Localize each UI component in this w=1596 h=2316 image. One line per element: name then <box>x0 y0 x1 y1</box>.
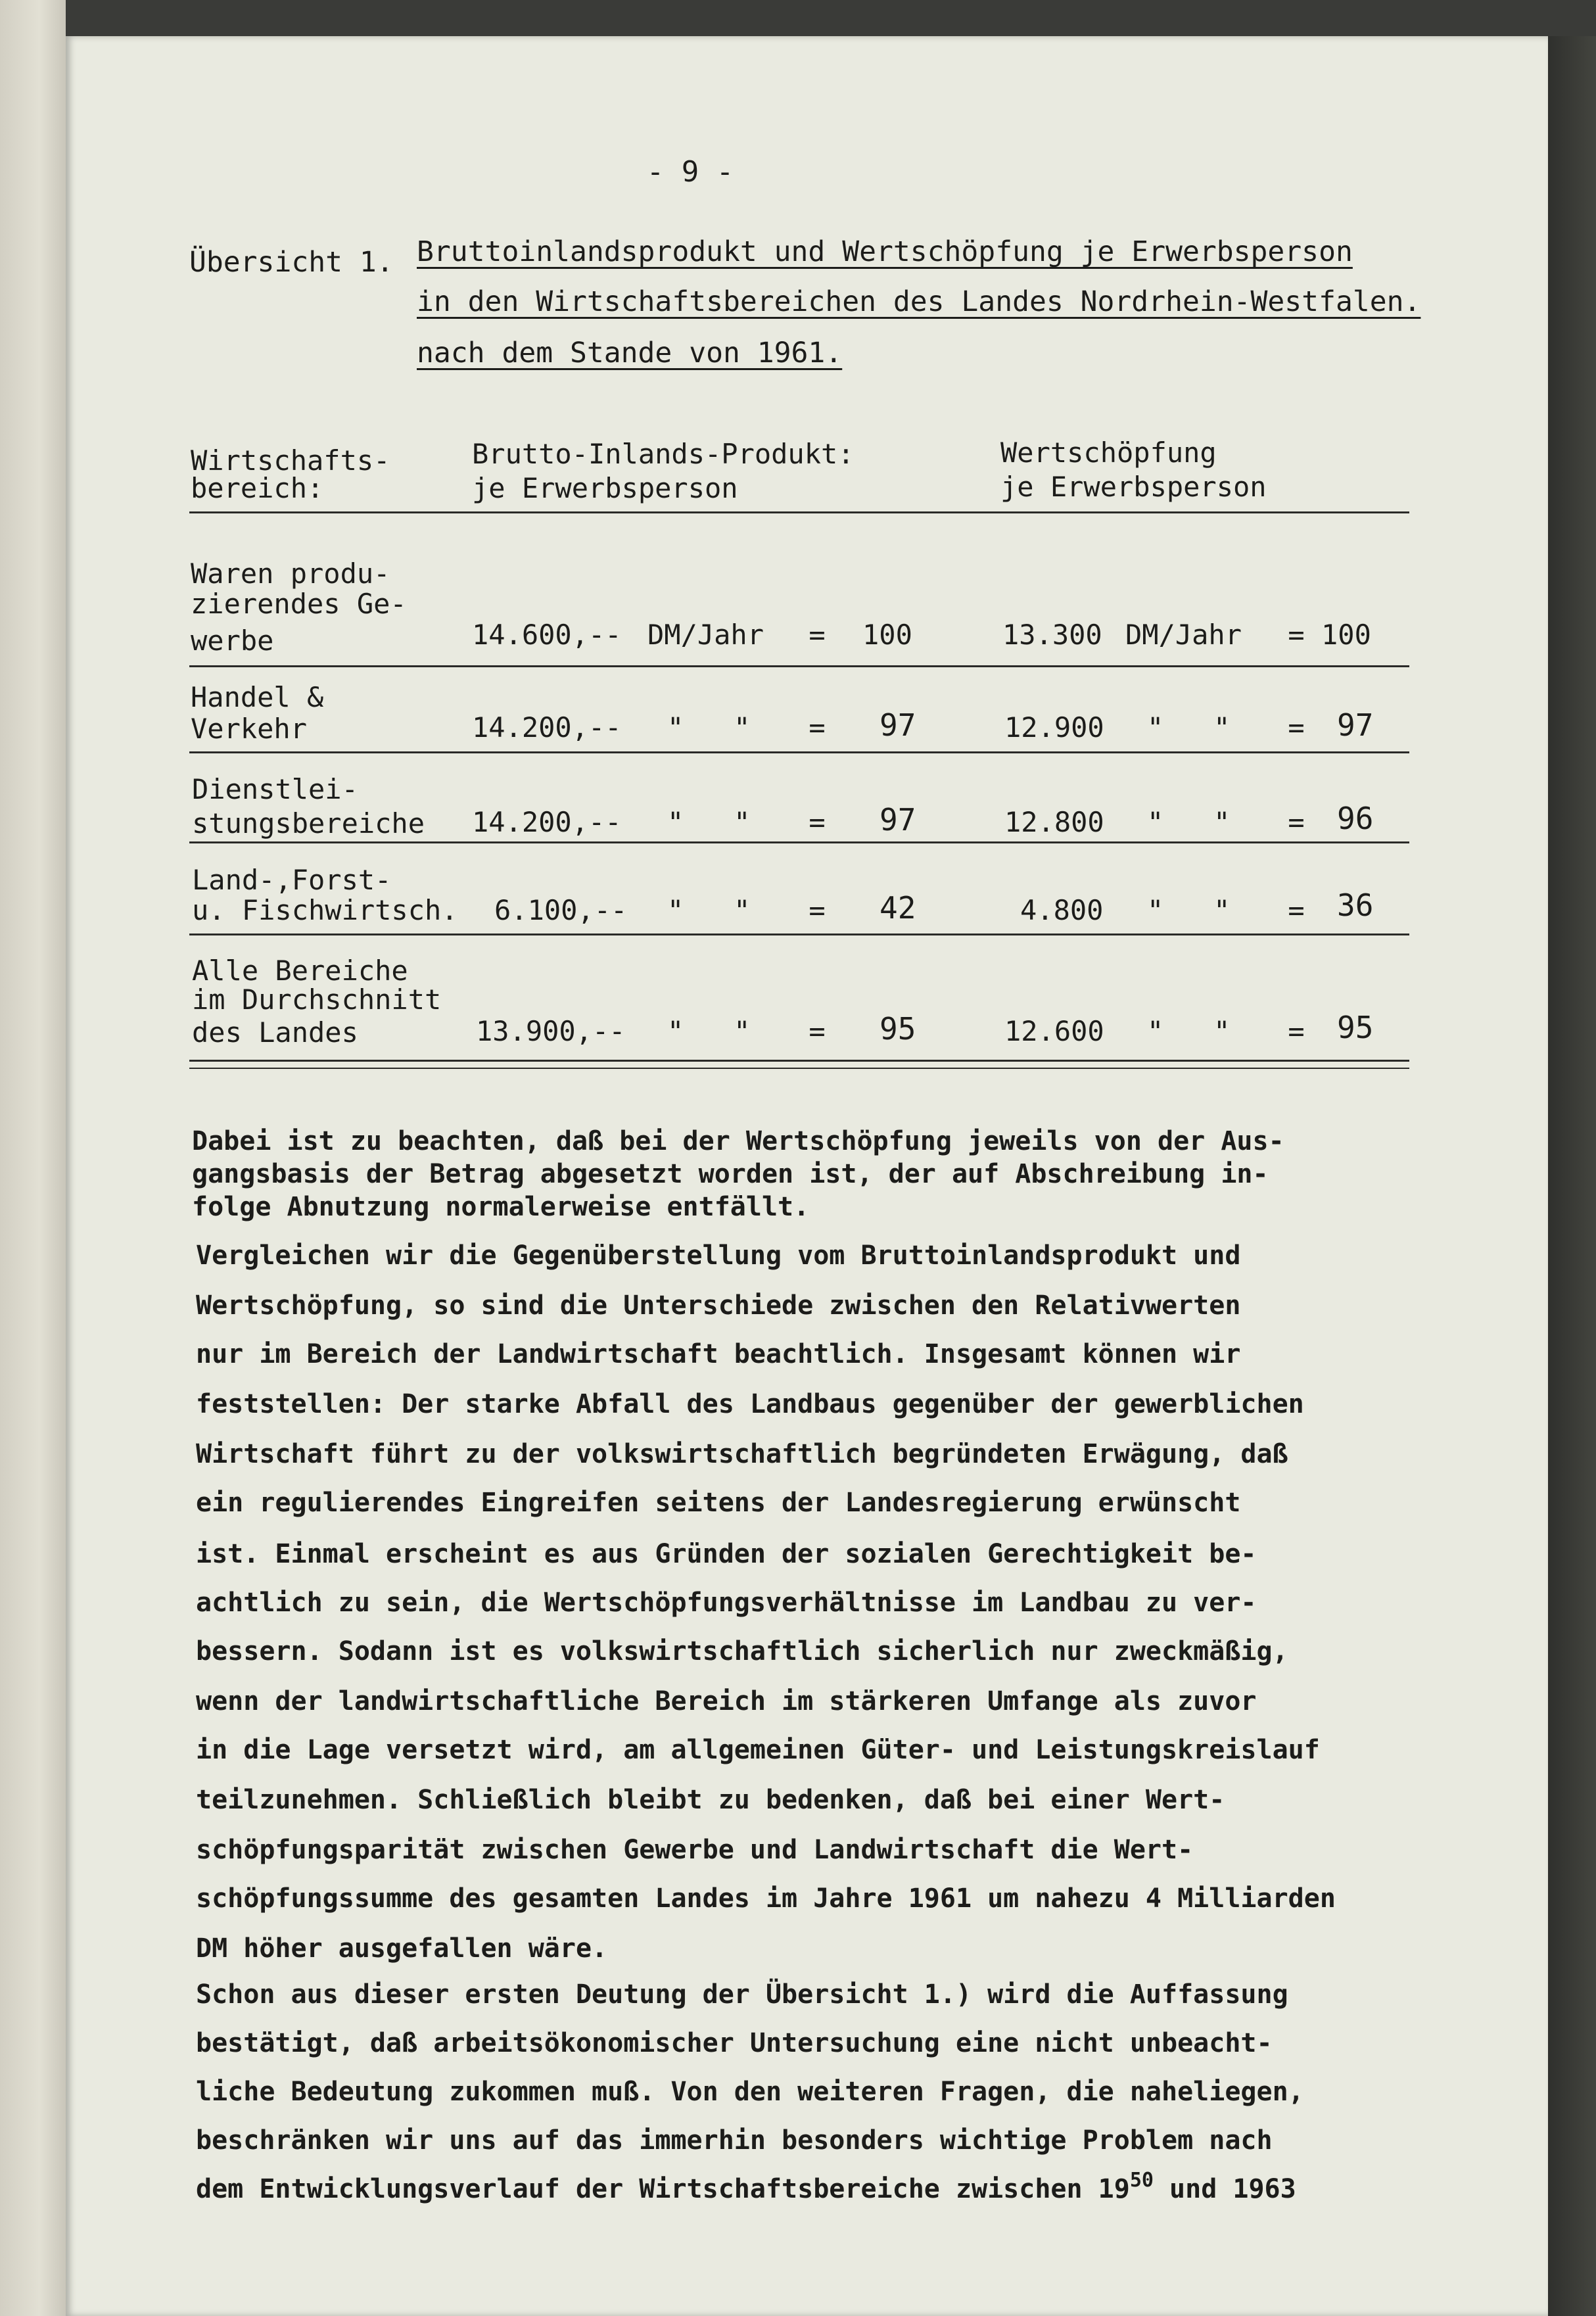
body-line: ist. Einmal erscheint es aus Gründen der sozialen Gerechtigkeit be- <box>196 1539 1257 1569</box>
row-divider <box>189 751 1409 753</box>
header-gdp: Brutto-Inlands-Produkt: <box>472 438 855 470</box>
va-value: 12.900 <box>1004 711 1104 744</box>
note-line: gangsbasis der Betrag abgesetzt worden ist, der auf Abschreibung in- <box>192 1159 1269 1189</box>
gdp-equals: = <box>809 1015 826 1047</box>
gdp-equals: = <box>809 806 826 838</box>
body-line: in die Lage versetzt wird, am allgemeinen Güter- und Leistungskreislauf <box>196 1735 1320 1765</box>
row-sector: u. Fischwirtsch. <box>192 894 458 926</box>
header-sector: Wirtschafts- <box>191 444 390 477</box>
gdp-value: 14.200,-- <box>472 806 622 838</box>
body-line: wenn der landwirtschaftliche Bereich im stärkeren Umfange als zuvor <box>196 1686 1257 1716</box>
note-line: folge Abnutzung normalerweise entfällt. <box>192 1192 810 1222</box>
va-value: 12.600 <box>1004 1015 1104 1047</box>
row-sector: zierendes Ge- <box>191 588 407 620</box>
overview-title-line: in den Wirtschaftsbereichen des Landes Nordrhein-Westfalen. <box>417 285 1421 318</box>
body-line: bessern. Sodann ist es volkswirtschaftlich sicherlich nur zweckmäßig, <box>196 1636 1288 1666</box>
va-equals: = <box>1288 1015 1305 1047</box>
gdp-equals: = <box>809 711 826 744</box>
overview-title-line: Bruttoinlandsprodukt und Wertschöpfung je Erwerbsperson <box>417 235 1353 268</box>
va-index: 36 <box>1337 887 1374 923</box>
scan-background-edge <box>1548 36 1596 2316</box>
gdp-value: 13.900,-- <box>476 1015 626 1047</box>
va-unit: " " <box>1147 711 1231 744</box>
va-index: 100 <box>1321 619 1371 651</box>
last-line-before: dem Entwicklungsverlauf der Wirtschaftsbereiche zwischen 19 <box>196 2174 1130 2204</box>
last-line-after: und 1963 <box>1153 2174 1296 2204</box>
gdp-index: 95 <box>880 1011 916 1047</box>
gdp-unit: " " <box>667 711 751 744</box>
body-line: Schon aus dieser ersten Deutung der Übersicht 1.) wird die Auffassung <box>196 1979 1288 2010</box>
page-number: - 9 - <box>646 155 734 189</box>
overview-label: Übersicht 1. <box>189 246 394 279</box>
body-line: schöpfungsparität zwischen Gewerbe und Landwirtschaft die Wert- <box>196 1835 1194 1865</box>
row-divider <box>189 665 1409 667</box>
row-sector: Land-,Forst- <box>192 864 392 896</box>
row-sector: Handel & <box>191 681 324 713</box>
row-sector: im Durchschnitt <box>192 983 442 1016</box>
va-index: 96 <box>1337 801 1374 836</box>
previous-page-edge <box>0 0 66 2316</box>
body-line: Wirtschaft führt zu der volkswirtschaftlich begründeten Erwägung, daß <box>196 1439 1288 1469</box>
body-line: liche Bedeutung zukommen muß. Von den weiteren Fragen, die naheliegen, <box>196 2077 1304 2107</box>
body-line: feststellen: Der starke Abfall des Landbaus gegenüber der gewerblichen <box>196 1389 1304 1419</box>
va-value: 12.800 <box>1004 806 1104 838</box>
body-line: achtlich zu sein, die Wertschöpfungsverhältnisse im Landbau zu ver- <box>196 1588 1257 1618</box>
body-line: DM höher ausgefallen wäre. <box>196 1933 608 1964</box>
gdp-equals: = <box>809 619 826 651</box>
gdp-index: 97 <box>880 802 916 838</box>
row-sector: des Landes <box>192 1016 358 1049</box>
row-divider <box>189 933 1409 935</box>
gdp-unit: " " <box>667 894 751 926</box>
row-divider <box>189 841 1409 843</box>
gdp-index: 97 <box>880 707 916 743</box>
row-sector: werbe <box>191 625 274 657</box>
va-index: 95 <box>1337 1010 1374 1045</box>
row-sector: Alle Bereiche <box>192 955 408 987</box>
gdp-unit: " " <box>667 806 751 838</box>
va-equals: = <box>1288 711 1305 744</box>
gdp-index: 42 <box>880 890 916 926</box>
header-value-added: Wertschöpfung <box>1000 437 1217 469</box>
gdp-equals: = <box>809 894 826 926</box>
va-index: 97 <box>1337 707 1374 743</box>
header-gdp: je Erwerbsperson <box>472 472 738 504</box>
body-line: teilzunehmen. Schließlich bleibt zu bedenken, daß bei einer Wert- <box>196 1785 1225 1815</box>
va-equals: = <box>1288 806 1305 838</box>
overview-title-line: nach dem Stande von 1961. <box>417 337 843 369</box>
table-bottom-rule <box>189 1068 1409 1069</box>
gdp-value: 14.200,-- <box>472 711 622 744</box>
row-sector: Dienstlei- <box>192 773 358 805</box>
va-value: 13.300 <box>1002 619 1102 651</box>
gdp-unit: DM/Jahr <box>647 619 764 651</box>
body-line-last <box>196 2169 1296 2204</box>
row-sector: Waren produ- <box>191 557 390 590</box>
body-line: bestätigt, daß arbeitsökonomischer Untersuchung eine nicht unbeacht- <box>196 2028 1273 2058</box>
body-line: beschränken wir uns auf das immerhin besonders wichtige Problem nach <box>196 2125 1273 2156</box>
body-line: Vergleichen wir die Gegenüberstellung vom Bruttoinlandsprodukt und <box>196 1241 1241 1271</box>
row-sector: stungsbereiche <box>192 807 425 839</box>
gdp-value: 14.600,-- <box>472 619 622 651</box>
body-line: ein regulierendes Eingreifen seitens der Landesregierung erwünscht <box>196 1488 1241 1518</box>
table-bottom-rule <box>189 1060 1409 1062</box>
va-value: 4.800 <box>1020 894 1104 926</box>
table-header-rule <box>189 511 1409 513</box>
body-line: nur im Bereich der Landwirtschaft beachtlich. Insgesamt können wir <box>196 1339 1241 1369</box>
va-unit: " " <box>1147 1015 1231 1047</box>
row-sector: Verkehr <box>191 713 308 745</box>
gdp-value: 6.100,-- <box>494 894 628 926</box>
va-unit: DM/Jahr <box>1125 619 1242 651</box>
body-line: schöpfungssumme des gesamten Landes im Jahre 1961 um nahezu 4 Milliarden <box>196 1883 1336 1914</box>
last-line-superscript: 50 <box>1129 2169 1154 2192</box>
va-unit: " " <box>1147 806 1231 838</box>
gdp-unit: " " <box>667 1015 751 1047</box>
va-unit: " " <box>1147 894 1231 926</box>
header-sector: bereich: <box>191 472 324 504</box>
note-line: Dabei ist zu beachten, daß bei der Wertschöpfung jeweils von der Aus- <box>192 1126 1284 1156</box>
va-equals: = <box>1288 619 1305 651</box>
va-equals: = <box>1288 894 1305 926</box>
header-value-added: je Erwerbsperson <box>1000 471 1267 503</box>
body-line: Wertschöpfung, so sind die Unterschiede zwischen den Relativwerten <box>196 1290 1241 1321</box>
gdp-index: 100 <box>862 619 912 651</box>
